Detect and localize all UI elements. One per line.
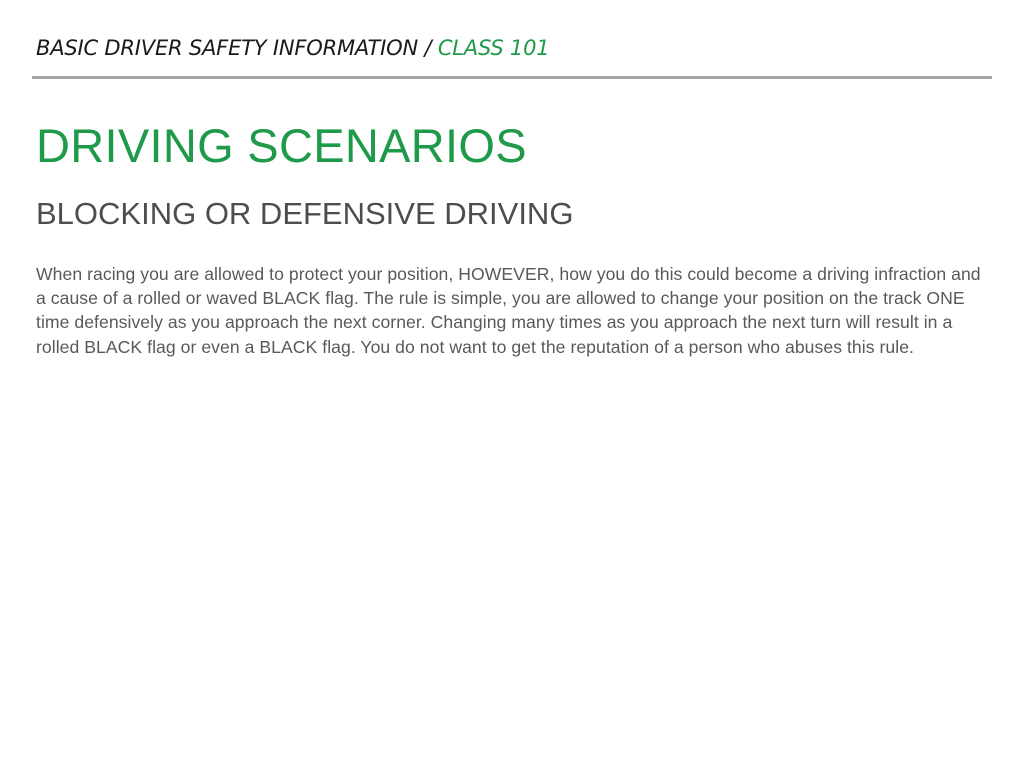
slide-subtitle: BLOCKING OR DEFENSIVE DRIVING <box>36 196 574 231</box>
slide-body-text: When racing you are allowed to protect your position, HOWEVER, how you do this could become a driving infraction and a cause of a rolled or waved BLACK flag. The rule is simple, you are allowed to change your position on the track ONE time defensively as you approach the next corner. Changing many times as you approach the next turn will result in a rolled BLACK flag or even a BLACK flag. You do not want to get the reputation of a person who abuses this rule. <box>36 264 981 357</box>
course-class-label: CLASS 101 <box>437 36 550 60</box>
course-header-label: BASIC DRIVER SAFETY INFORMATION / <box>36 36 438 60</box>
course-header <box>36 36 549 60</box>
header-divider <box>32 76 992 79</box>
slide-title: DRIVING SCENARIOS <box>36 119 527 172</box>
